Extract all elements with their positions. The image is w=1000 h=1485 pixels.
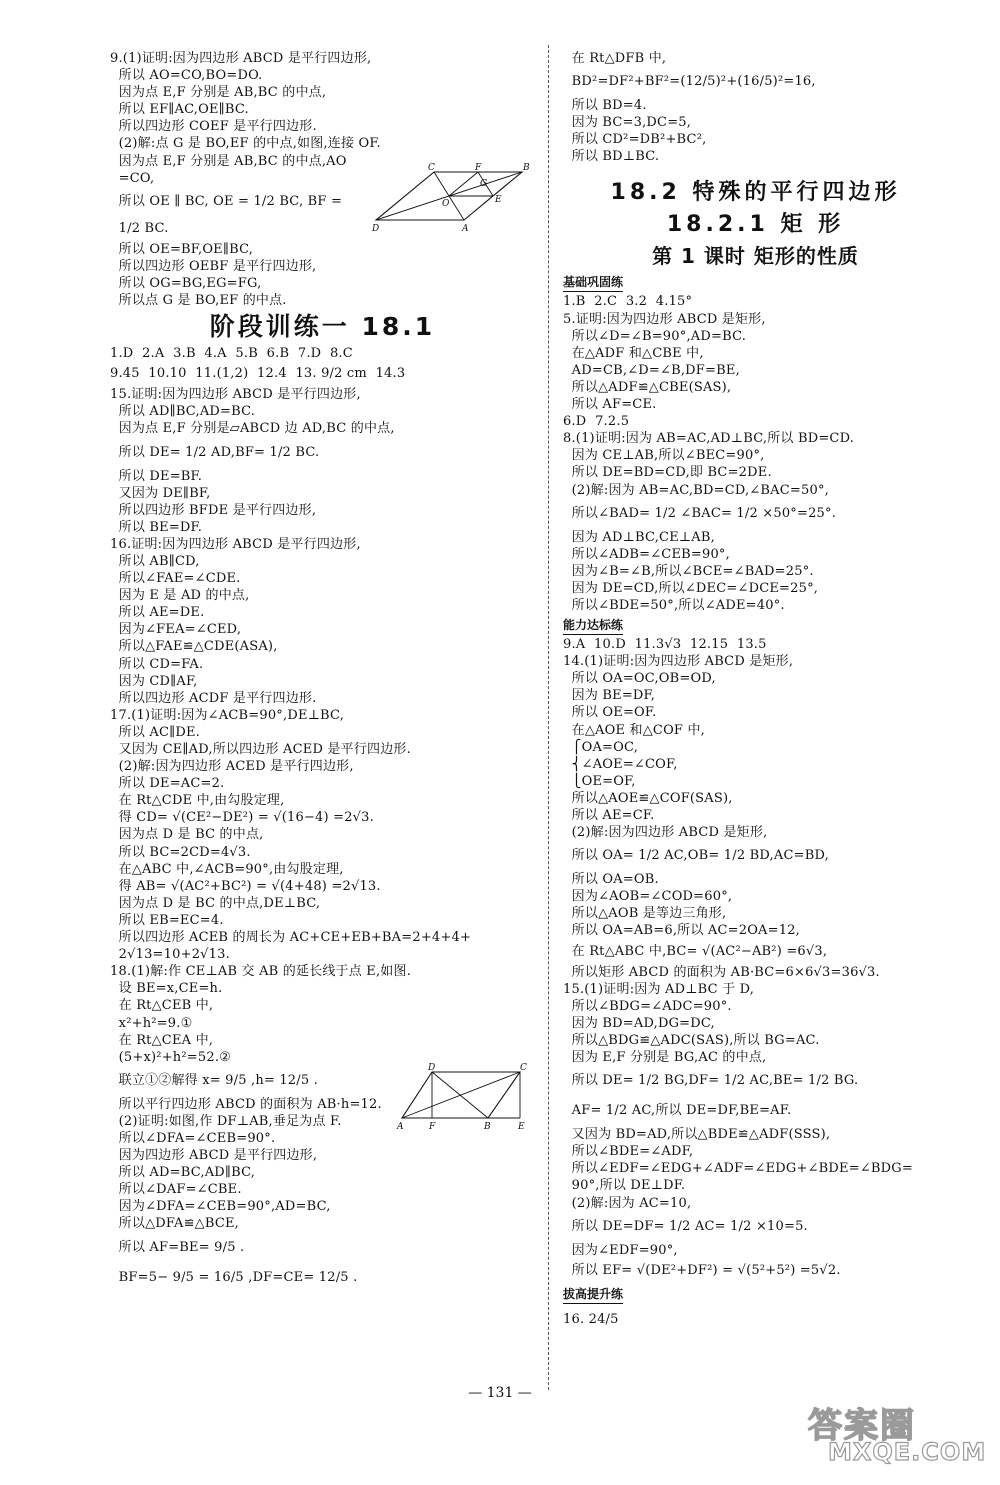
text-line: 18.(1)解:作 CE⊥AB 交 AB 的延长线于点 E,如图. <box>110 964 412 980</box>
lesson-title: 第 1 课时 矩形的性质 <box>652 244 859 269</box>
figure-label: G <box>480 179 488 189</box>
text-line: 9.(1)证明:因为四边形 ABCD 是平行四边形, <box>110 51 372 66</box>
watermark-url: MXQE.COM <box>828 1438 987 1466</box>
text-line: 在△ADF 和△CBE 中, <box>563 345 704 361</box>
text-line: 所以 OE ∥ BC, OE = 1/2 BC, BF = <box>110 193 343 209</box>
text-line: 15.(1)证明:因为 AD⊥BC 于 D, <box>563 981 755 997</box>
stage-title: 阶段训练一 18.1 <box>209 312 436 342</box>
text-line: 所以 AD=BC,AD∥BC, <box>110 1165 256 1181</box>
text-line: (2)解:因为四边形 ACED 是平行四边形, <box>110 759 354 775</box>
text-line: 所以 OA=OB. <box>563 872 659 888</box>
watermark-mark: 答案圈 <box>808 1406 916 1446</box>
figure-label: A <box>462 224 469 234</box>
text-line: 8.(1)证明:因为 AB=AC,AD⊥BC,所以 BD=CD. <box>563 431 855 447</box>
text-line: 所以 CD=FA. <box>110 656 204 672</box>
text-line: (2)解:因为四边形 ABCD 是矩形, <box>563 825 768 841</box>
text-line: 所以 EB=EC=4. <box>110 912 224 928</box>
text-line: 所以∠ADB=∠CEB=90°, <box>563 546 730 562</box>
text-line: 15.证明:因为四边形 ABCD 是平行四边形, <box>110 387 361 403</box>
text-line: 在△AOE 和△COF 中, <box>563 722 706 738</box>
text-line: 所以 DE=BD=CD,即 BC=2DE. <box>563 465 772 481</box>
text-line: 联立①②解得 x= 9/5 ,h= 12/5 . <box>110 1072 318 1088</box>
text-line: 所以∠DAF=∠CBE. <box>110 1182 242 1198</box>
text-line: 因为 E,F 分别是 BG,AC 的中点, <box>563 1050 767 1066</box>
text-line: 所以 OE=OF. <box>563 705 657 721</box>
text-line: 所以 AD∥BC,AD=BC. <box>110 404 256 420</box>
text-line: 又因为 CE∥AD,所以四边形 ACED 是平行四边形. <box>110 742 411 757</box>
section-label-ability: 能力达标练 <box>563 616 623 635</box>
text-line: 1.D 2.A 3.B 4.A 5.B 6.B 7.D 8.C <box>110 346 353 362</box>
text-line: 所以△ADF≌△CBE(SAS), <box>563 379 732 395</box>
text-line: 所以△DFA≌△BCE, <box>110 1216 240 1232</box>
text-line: 所以 BC=2CD=4√3. <box>110 844 251 860</box>
figure-label: E <box>518 1122 525 1132</box>
text-line: 所以平行四边形 ABCD 的面积为 AB·h=12. <box>110 1096 382 1112</box>
text-line: 因为 BE=DF, <box>563 688 656 704</box>
text-line: 所以△BDG≌△ADC(SAS),所以 BG=AC. <box>563 1032 820 1048</box>
section-label-basic: 基础巩固练 <box>563 273 623 292</box>
text-line: 在 Rt△CEA 中, <box>110 1032 214 1048</box>
text-line: 因为∠EDF=90°, <box>563 1242 678 1258</box>
text-line: 9.45 10.10 11.(1,2) 12.4 13. 9/2 cm 14.3 <box>110 366 406 382</box>
text-line: (2)解:因为 AC=10, <box>563 1195 692 1211</box>
text-line: 因为 DE=CD,所以∠DEC=∠DCE=25°, <box>563 580 819 596</box>
text-line: 因为∠B=∠B,所以∠BCE=∠BAD=25°. <box>563 563 814 579</box>
text-line: 因为点 D 是 BC 的中点, <box>110 827 264 843</box>
text-line: 所以 CD²=DB²+BC², <box>563 132 707 148</box>
diagonal-ac <box>402 1072 520 1118</box>
section-label-advanced: 拔高提升练 <box>563 1285 623 1304</box>
text-line: 所以∠DFA=∠CEB=90°. <box>110 1130 276 1146</box>
text-line: 所以 EF∥AC,OE∥BC. <box>110 102 249 118</box>
text-line: 所以 OG=BG,EG=FG, <box>110 275 262 291</box>
figure-label: E <box>495 195 502 205</box>
text-line: 因为 AD⊥BC,CE⊥AB, <box>563 529 715 545</box>
text-line: 所以 OA= 1/2 AC,OB= 1/2 BD,AC=BD, <box>563 848 829 864</box>
text-line: 所以四边形 BFDE 是平行四边形, <box>110 502 317 518</box>
text-line: 所以 DE=DF= 1/2 AC= 1/2 ×10=5. <box>563 1218 808 1234</box>
text-line: 所以△AOE≌△COF(SAS), <box>563 790 733 806</box>
text-line: 所以∠BDG=∠ADC=90°. <box>563 998 732 1014</box>
text-line: 所以 DE=AC=2. <box>110 776 225 792</box>
figure-q9-parallelogram <box>372 162 530 234</box>
figure-label: D <box>428 1063 436 1073</box>
text-line: 因为 BD=AD,DG=DC, <box>563 1015 715 1031</box>
text-line: 因为∠FEA=∠CED, <box>110 622 242 638</box>
text-line: 所以 AC∥DE. <box>110 724 200 740</box>
text-line: 因为 CE⊥AB,所以∠BEC=90°, <box>563 448 765 464</box>
text-line: 所以四边形 ACEB 的周长为 AC+CE+EB+BA=2+4+4+ <box>110 930 472 946</box>
column-divider <box>548 45 549 1390</box>
page-number: — 131 — <box>468 1385 532 1401</box>
text-line: 5.证明:因为四边形 ABCD 是矩形, <box>563 311 766 327</box>
text-line: 所以∠FAE=∠CDE. <box>110 571 241 587</box>
text-line: BF=5− 9/5 = 16/5 ,DF=CE= 12/5 . <box>110 1269 358 1285</box>
text-line: 在△ABC 中,∠ACB=90°,由勾股定理, <box>110 861 344 877</box>
figure-label: D <box>372 224 380 234</box>
text-line: (5+x)²+h²=52.② <box>110 1049 232 1065</box>
text-line: 16. 24/5 <box>563 1311 619 1327</box>
text-line: ⎧OA=OC, <box>563 739 639 755</box>
text-line: 所以 DE=BF. <box>110 468 203 484</box>
text-line: 又因为 DE∥BF, <box>110 485 211 501</box>
text-line: ⎩OE=OF, <box>563 773 636 789</box>
text-line: 得 CD= √(CE²−DE²) = √(16−4) =2√3. <box>110 810 374 826</box>
figure-q18-parallelogram <box>396 1062 532 1132</box>
figure-label: O <box>442 199 450 209</box>
figure-label: C <box>520 1063 527 1073</box>
text-line: 又因为 BD=AD,所以△BDE≌△ADF(SSS), <box>563 1127 831 1143</box>
text-line: 所以 AF=CE. <box>563 397 657 413</box>
text-line: (2)解:因为 AB=AC,BD=CD,∠BAC=50°, <box>563 482 829 498</box>
text-line: 得 AB= √(AC²+BC²) = √(4+48) =2√13. <box>110 878 381 894</box>
text-line: 因为点 E,F 分别是 AB,BC 的中点,AO <box>110 153 347 169</box>
figure-label: B <box>523 163 530 173</box>
text-line: 所以四边形 OEBF 是平行四边形, <box>110 258 317 274</box>
text-line: 所以矩形 ABCD 的面积为 AB·BC=6×6√3=36√3. <box>563 964 880 980</box>
text-line: 所以 BD=4. <box>563 98 647 114</box>
watermark <box>808 1398 987 1470</box>
section-title: 18.2 特殊的平行四边形 <box>610 180 901 206</box>
text-line: 因为∠AOB=∠COD=60°, <box>563 889 733 905</box>
text-line: 因为点 E,F 分别是▱ABCD 边 AD,BC 的中点, <box>110 421 395 437</box>
text-line: 所以∠EDF=∠EDG+∠ADF=∠EDG+∠BDE=∠BDG= <box>563 1161 913 1177</box>
text-line: 14.(1)证明:因为四边形 ABCD 是矩形, <box>563 654 794 670</box>
text-line: 16.证明:因为四边形 ABCD 是平行四边形, <box>110 536 361 552</box>
diagonal-db <box>432 1072 488 1118</box>
text-line: (2)证明:如图,作 DF⊥AB,垂足为点 F. <box>110 1113 342 1129</box>
text-line: 因为 CD∥AF, <box>110 673 198 689</box>
text-line: BD²=DF²+BF²=(12/5)²+(16/5)²=16, <box>563 74 816 90</box>
text-line: 所以 OE=BF,OE∥BC, <box>110 241 254 257</box>
text-line: 所以∠BAD= 1/2 ∠BAC= 1/2 ×50°=25°. <box>563 505 837 521</box>
text-line: 所以 BE=DF. <box>110 519 203 535</box>
text-line: 设 BE=x,CE=h. <box>110 981 223 997</box>
text-line: 所以 AE=DE. <box>110 605 205 621</box>
text-line: 所以∠D=∠B=90°,AD=BC. <box>563 328 747 344</box>
figure-label: F <box>475 163 482 173</box>
text-line: 1.B 2.C 3.2 4.15° <box>563 294 693 310</box>
text-line: 所以∠BDE=∠ADF, <box>563 1144 694 1160</box>
text-line: 因为点 D 是 BC 的中点,DE⊥BC, <box>110 895 321 911</box>
text-line: 90°,所以 DE⊥DF. <box>563 1178 686 1194</box>
text-line: 所以点 G 是 BO,EF 的中点. <box>110 293 287 309</box>
text-line: 所以△AOB 是等边三角形, <box>563 906 727 922</box>
text-line: 因为四边形 ABCD 是平行四边形, <box>110 1148 318 1164</box>
text-line: AF= 1/2 AC,所以 DE=DF,BE=AF. <box>563 1103 792 1119</box>
text-line: 因为 BC=3,DC=5, <box>563 115 692 131</box>
text-line: 在 Rt△CEB 中, <box>110 998 214 1014</box>
text-line: 17.(1)证明:因为∠ACB=90°,DE⊥BC, <box>110 707 345 723</box>
text-line: 所以四边形 COEF 是平行四边形. <box>110 119 317 135</box>
figure-label: F <box>429 1122 436 1132</box>
text-line: 6.D 7.2.5 <box>563 414 630 430</box>
text-line: 因为点 E,F 分别是 AB,BC 的中点, <box>110 85 327 101</box>
text-line: 所以 AF=BE= 9/5 . <box>110 1239 245 1255</box>
text-line: 所以 AB∥CD, <box>110 553 200 569</box>
text-line: =CO, <box>110 170 155 186</box>
text-line: 所以 EF= √(DE²+DF²) = √(5²+5²) =5√2. <box>563 1262 841 1278</box>
text-line: 在 Rt△CDE 中,由勾股定理, <box>110 793 285 809</box>
text-line: 在 Rt△ABC 中,BC= √(AC²−AB²) =6√3, <box>563 943 828 959</box>
text-line: 所以 AE=CF. <box>563 808 655 823</box>
figure-label: C <box>428 163 435 173</box>
right-column <box>563 50 948 1335</box>
text-line: 所以 DE= 1/2 AD,BF= 1/2 BC. <box>110 444 320 460</box>
text-line: 2√13=10+2√13. <box>110 947 230 963</box>
text-line: 1/2 BC. <box>110 220 169 236</box>
text-line: 所以 OA=OC,OB=OD, <box>563 671 716 687</box>
text-line: 所以 BD⊥BC. <box>563 149 660 165</box>
text-line: (2)解:点 G 是 BO,EF 的中点,如图,连接 OF. <box>110 136 381 152</box>
figure-label: A <box>397 1122 404 1132</box>
text-line: 因为∠DFA=∠CEB=90°,AD=BC, <box>110 1199 331 1215</box>
figure-label: B <box>484 1122 491 1132</box>
text-line: x²+h²=9.① <box>110 1015 193 1031</box>
text-line: 所以 AO=CO,BO=DO. <box>110 68 263 84</box>
text-line: ⎨∠AOE=∠COF, <box>563 756 678 772</box>
text-line: 所以△FAE≌△CDE(ASA), <box>110 639 278 655</box>
text-line: 在 Rt△DFB 中, <box>563 51 667 66</box>
text-line: 9.A 10.D 11.3√3 12.15 13.5 <box>563 637 767 653</box>
text-line: 所以四边形 ACDF 是平行四边形. <box>110 690 317 706</box>
text-line: 所以 DE= 1/2 BG,DF= 1/2 AC,BE= 1/2 BG. <box>563 1073 859 1089</box>
segment-of <box>449 172 478 196</box>
subsection-title: 18.2.1 矩 形 <box>666 212 845 238</box>
text-line: AD=CB,∠D=∠B,DF=BE, <box>563 362 740 378</box>
text-line: 所以 OA=AB=6,所以 AC=2OA=12, <box>563 923 801 939</box>
text-line: 所以∠BDE=50°,所以∠ADE=40°. <box>563 597 785 613</box>
text-line: 因为 E 是 AD 的中点, <box>110 588 250 604</box>
